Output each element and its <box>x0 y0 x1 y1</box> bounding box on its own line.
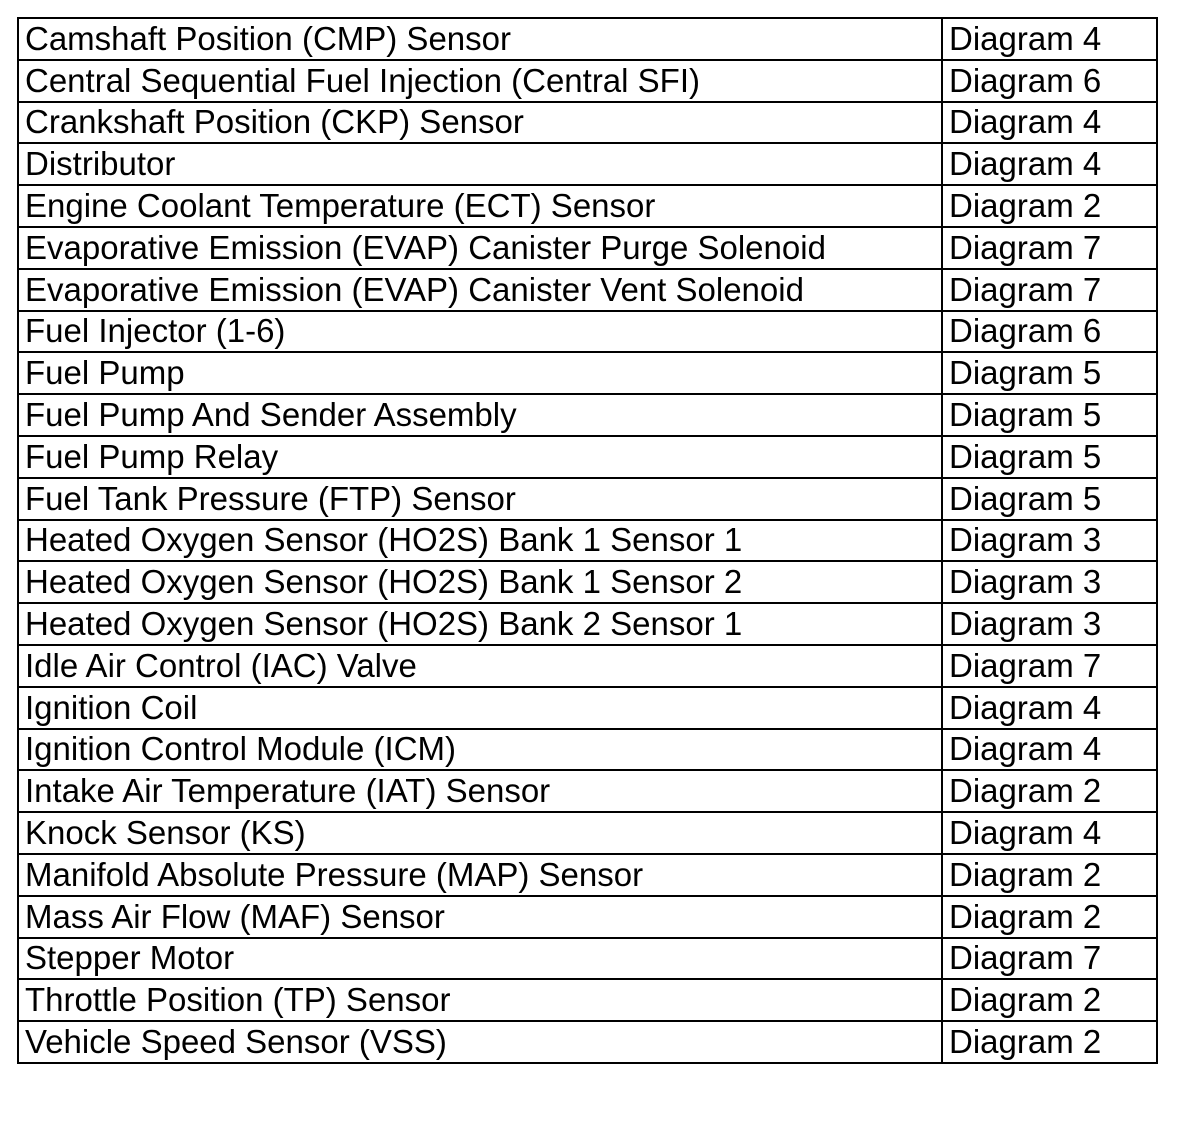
table-row <box>18 645 1157 687</box>
component-name-cell: Fuel Injector (1-6) <box>18 311 942 353</box>
table-row <box>18 478 1157 520</box>
component-name-cell: Heated Oxygen Sensor (HO2S) Bank 2 Sensor 1 <box>18 603 942 645</box>
component-name-cell: Stepper Motor <box>18 938 942 980</box>
component-name-cell: Evaporative Emission (EVAP) Canister Purge Solenoid <box>18 227 942 269</box>
table-row <box>18 520 1157 562</box>
diagram-reference-cell: Diagram 5 <box>942 394 1157 436</box>
component-name-cell: Crankshaft Position (CKP) Sensor <box>18 102 942 144</box>
table-row <box>18 269 1157 311</box>
component-name-cell: Fuel Pump And Sender Assembly <box>18 394 942 436</box>
component-name-cell: Mass Air Flow (MAF) Sensor <box>18 896 942 938</box>
component-name-cell: Heated Oxygen Sensor (HO2S) Bank 1 Sensor 2 <box>18 561 942 603</box>
component-name-cell: Fuel Pump <box>18 352 942 394</box>
table-row <box>18 603 1157 645</box>
table-body <box>18 18 1157 1063</box>
table-row <box>18 1021 1157 1063</box>
table-row <box>18 18 1157 60</box>
table-row <box>18 979 1157 1021</box>
diagram-reference-cell: Diagram 4 <box>942 687 1157 729</box>
diagram-reference-cell: Diagram 4 <box>942 143 1157 185</box>
diagram-reference-cell: Diagram 4 <box>942 729 1157 771</box>
diagram-reference-cell: Diagram 2 <box>942 896 1157 938</box>
diagram-reference-cell: Diagram 3 <box>942 561 1157 603</box>
diagram-reference-cell: Diagram 7 <box>942 938 1157 980</box>
diagram-reference-cell: Diagram 6 <box>942 311 1157 353</box>
table-row <box>18 227 1157 269</box>
table-row <box>18 812 1157 854</box>
component-name-cell: Knock Sensor (KS) <box>18 812 942 854</box>
component-name-cell: Heated Oxygen Sensor (HO2S) Bank 1 Sensor 1 <box>18 520 942 562</box>
diagram-reference-cell: Diagram 4 <box>942 18 1157 60</box>
component-name-cell: Intake Air Temperature (IAT) Sensor <box>18 770 942 812</box>
table-row <box>18 896 1157 938</box>
diagram-reference-cell: Diagram 5 <box>942 352 1157 394</box>
diagram-reference-cell: Diagram 7 <box>942 645 1157 687</box>
diagram-reference-cell: Diagram 6 <box>942 60 1157 102</box>
diagram-reference-cell: Diagram 2 <box>942 979 1157 1021</box>
table-row <box>18 854 1157 896</box>
component-name-cell: Idle Air Control (IAC) Valve <box>18 645 942 687</box>
component-name-cell: Fuel Tank Pressure (FTP) Sensor <box>18 478 942 520</box>
table-row <box>18 311 1157 353</box>
table-row <box>18 770 1157 812</box>
diagram-reference-cell: Diagram 3 <box>942 603 1157 645</box>
diagram-reference-cell: Diagram 7 <box>942 269 1157 311</box>
component-name-cell: Evaporative Emission (EVAP) Canister Vent Solenoid <box>18 269 942 311</box>
table-row <box>18 102 1157 144</box>
component-name-cell: Fuel Pump Relay <box>18 436 942 478</box>
component-name-cell: Vehicle Speed Sensor (VSS) <box>18 1021 942 1063</box>
table-row <box>18 561 1157 603</box>
table-row <box>18 394 1157 436</box>
table-row <box>18 687 1157 729</box>
component-name-cell: Ignition Control Module (ICM) <box>18 729 942 771</box>
diagram-reference-cell: Diagram 2 <box>942 1021 1157 1063</box>
diagram-reference-cell: Diagram 4 <box>942 102 1157 144</box>
diagram-reference-cell: Diagram 5 <box>942 436 1157 478</box>
component-name-cell: Ignition Coil <box>18 687 942 729</box>
table-row <box>18 185 1157 227</box>
component-name-cell: Manifold Absolute Pressure (MAP) Sensor <box>18 854 942 896</box>
component-diagram-table <box>17 17 1158 1064</box>
component-name-cell: Distributor <box>18 143 942 185</box>
table-row <box>18 60 1157 102</box>
table-row <box>18 143 1157 185</box>
diagram-reference-cell: Diagram 2 <box>942 185 1157 227</box>
table-row <box>18 729 1157 771</box>
diagram-reference-cell: Diagram 4 <box>942 812 1157 854</box>
table-row <box>18 436 1157 478</box>
diagram-reference-cell: Diagram 2 <box>942 854 1157 896</box>
diagram-reference-cell: Diagram 7 <box>942 227 1157 269</box>
component-name-cell: Engine Coolant Temperature (ECT) Sensor <box>18 185 942 227</box>
component-name-cell: Throttle Position (TP) Sensor <box>18 979 942 1021</box>
diagram-reference-cell: Diagram 3 <box>942 520 1157 562</box>
diagram-reference-cell: Diagram 2 <box>942 770 1157 812</box>
table-row <box>18 938 1157 980</box>
table-row <box>18 352 1157 394</box>
diagram-reference-cell: Diagram 5 <box>942 478 1157 520</box>
component-name-cell: Camshaft Position (CMP) Sensor <box>18 18 942 60</box>
component-name-cell: Central Sequential Fuel Injection (Central SFI) <box>18 60 942 102</box>
